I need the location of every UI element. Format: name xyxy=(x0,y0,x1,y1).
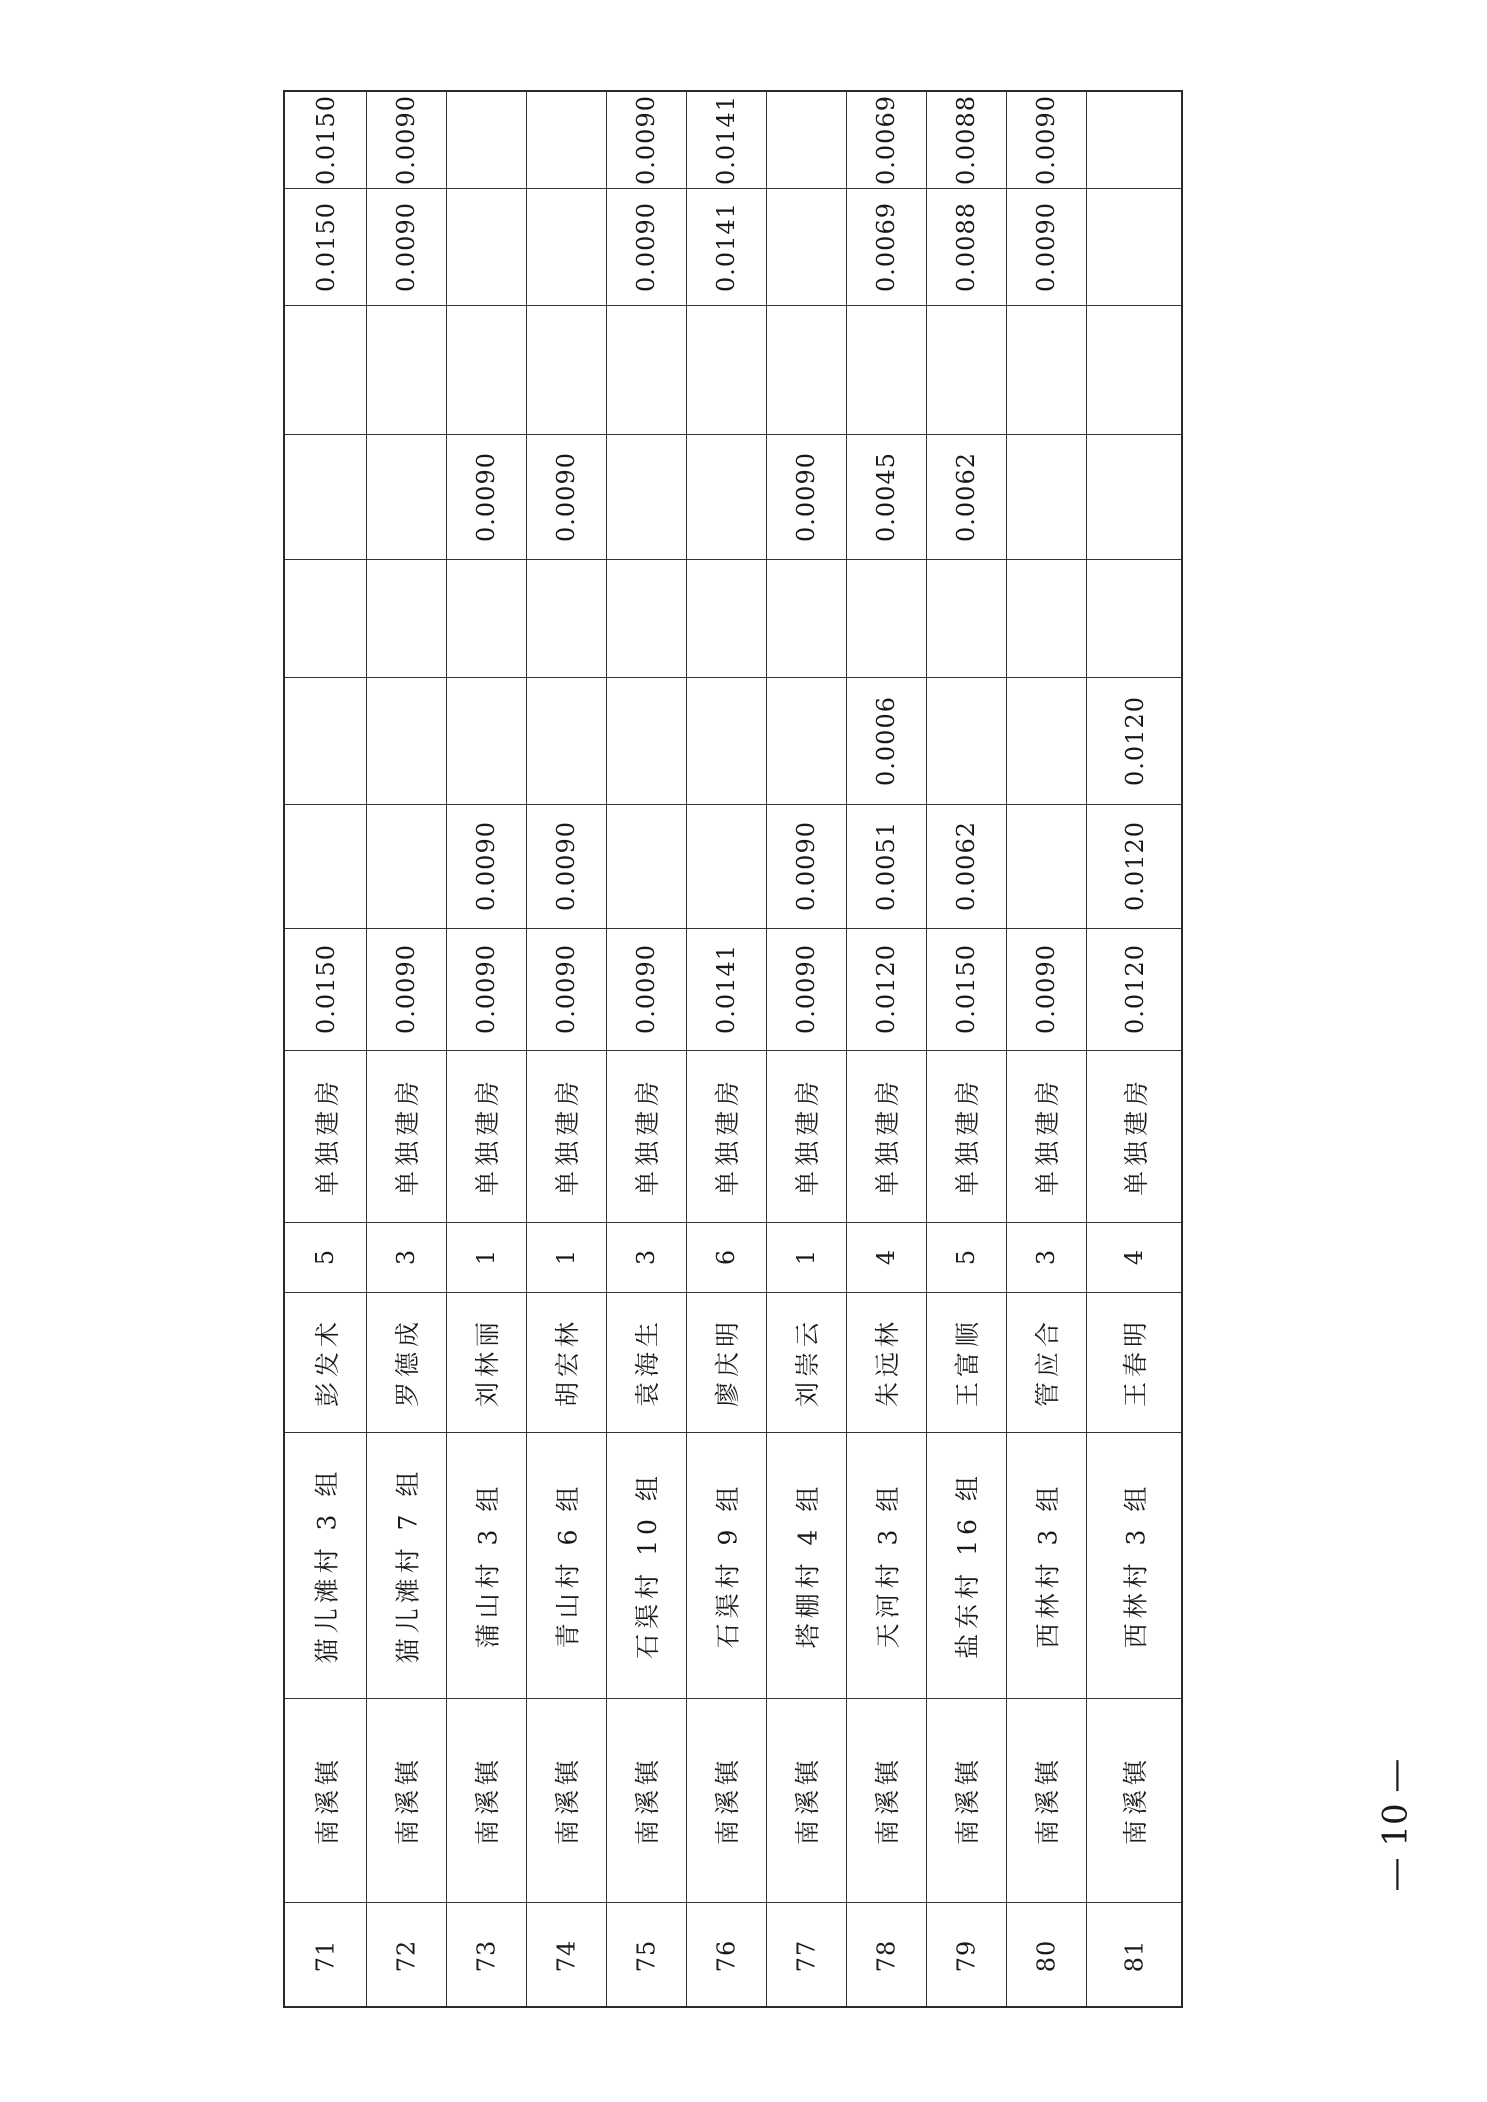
cell-area-4 xyxy=(1086,434,1183,559)
cell-township: 南溪镇 xyxy=(312,1754,342,1846)
cell-household-size: 3 xyxy=(632,1248,660,1266)
cell-serial: 74 xyxy=(551,1939,580,1973)
cell-household-name: 袁海生 xyxy=(633,1316,663,1408)
cell-household-size: 3 xyxy=(392,1248,420,1266)
cell-township: 南溪镇 xyxy=(1033,1754,1063,1846)
cell-area-total: 0.0090 xyxy=(1032,944,1061,1034)
cell-area-1: 0.0090 xyxy=(472,821,501,911)
cell-area-4: 0.0090 xyxy=(792,451,821,542)
cell-area-total: 0.0090 xyxy=(472,944,501,1034)
cell-area-5 xyxy=(366,305,446,434)
cell-area-1: 0.0120 xyxy=(1120,821,1149,911)
cell-area-1 xyxy=(606,804,686,928)
cell-serial: 77 xyxy=(791,1939,820,1973)
cell-village-group: 猫儿滩村 7 组 xyxy=(393,1466,422,1664)
cell-area-3 xyxy=(1006,559,1086,677)
cell-household-name: 王富顺 xyxy=(953,1316,983,1408)
cell-construction-type: 单独建房 xyxy=(633,1075,663,1197)
cell-village-group: 青山村 6 组 xyxy=(553,1481,582,1649)
cell-serial: 81 xyxy=(1120,1939,1149,1973)
cell-area-7 xyxy=(446,92,526,188)
cell-household-size: 5 xyxy=(311,1248,340,1266)
cell-serial: 72 xyxy=(391,1939,420,1973)
cell-area-2 xyxy=(285,677,366,804)
cell-construction-type: 单独建房 xyxy=(393,1075,423,1197)
cell-area-7: 0.0090 xyxy=(1032,95,1061,185)
cell-area-2 xyxy=(686,677,766,804)
cell-area-7: 0.0150 xyxy=(311,95,340,185)
cell-household-name: 刘崇云 xyxy=(793,1316,823,1408)
cell-village-group: 塔棚村 4 组 xyxy=(793,1481,822,1649)
cell-household-size: 1 xyxy=(472,1248,500,1266)
cell-serial: 75 xyxy=(631,1939,660,1973)
cell-village-group: 石渠村 9 组 xyxy=(713,1481,742,1649)
cell-area-3 xyxy=(686,559,766,677)
cell-construction-type: 单独建房 xyxy=(713,1075,743,1197)
cell-area-7: 0.0088 xyxy=(952,95,981,185)
cell-household-name: 彭发术 xyxy=(312,1316,342,1408)
cell-household-name: 管应合 xyxy=(1033,1316,1063,1408)
cell-construction-type: 单独建房 xyxy=(793,1075,823,1197)
cell-area-5 xyxy=(846,305,926,434)
cell-village-group: 石渠村 10 组 xyxy=(633,1471,662,1659)
cell-area-3 xyxy=(366,559,446,677)
cell-village-group: 蒲山村 3 组 xyxy=(473,1481,502,1649)
cell-area-1: 0.0090 xyxy=(792,821,821,911)
cell-area-3 xyxy=(606,559,686,677)
cell-area-7: 0.0090 xyxy=(392,95,421,185)
cell-area-3 xyxy=(1086,559,1183,677)
cell-township: 南溪镇 xyxy=(1121,1754,1151,1846)
cell-area-4: 0.0062 xyxy=(952,451,981,542)
cell-area-total: 0.0120 xyxy=(872,944,901,1034)
cell-household-size: 5 xyxy=(952,1248,980,1266)
cell-area-1: 0.0062 xyxy=(952,821,981,911)
cell-area-1: 0.0051 xyxy=(872,821,901,911)
cell-area-4 xyxy=(606,434,686,559)
cell-area-total: 0.0150 xyxy=(952,944,981,1034)
cell-area-total: 0.0090 xyxy=(392,944,421,1034)
cell-area-2 xyxy=(526,677,606,804)
cell-area-6: 0.0090 xyxy=(1032,201,1061,292)
cell-area-2 xyxy=(926,677,1006,804)
cell-serial: 78 xyxy=(871,1939,900,1973)
cell-area-2 xyxy=(366,677,446,804)
cell-township: 南溪镇 xyxy=(793,1754,823,1846)
cell-village-group: 猫儿滩村 3 组 xyxy=(312,1466,342,1664)
cell-household-name: 罗德成 xyxy=(393,1316,423,1408)
cell-area-4: 0.0045 xyxy=(872,451,901,542)
cell-serial: 73 xyxy=(471,1939,500,1973)
cell-area-6 xyxy=(446,188,526,305)
cell-township: 南溪镇 xyxy=(633,1754,663,1846)
cell-area-1 xyxy=(285,804,366,928)
cell-household-size: 1 xyxy=(552,1248,580,1266)
cell-township: 南溪镇 xyxy=(873,1754,903,1846)
cell-area-2: 0.0006 xyxy=(872,695,901,786)
cell-area-6: 0.0090 xyxy=(632,201,661,292)
cell-household-size: 3 xyxy=(1032,1248,1060,1266)
cell-area-4 xyxy=(1006,434,1086,559)
cell-area-1 xyxy=(366,804,446,928)
cell-serial: 79 xyxy=(951,1939,980,1973)
cell-township: 南溪镇 xyxy=(473,1754,503,1846)
cell-area-7: 0.0090 xyxy=(632,95,661,185)
cell-area-6 xyxy=(526,188,606,305)
cell-household-size: 4 xyxy=(872,1248,900,1266)
cell-area-2 xyxy=(1006,677,1086,804)
cell-area-1 xyxy=(686,804,766,928)
cell-household-size: 4 xyxy=(1120,1248,1149,1266)
cell-area-2 xyxy=(766,677,846,804)
cell-area-4 xyxy=(686,434,766,559)
cell-area-4: 0.0090 xyxy=(472,451,501,542)
cell-area-5 xyxy=(526,305,606,434)
cell-area-6: 0.0090 xyxy=(392,201,421,292)
cell-area-5 xyxy=(446,305,526,434)
cell-area-7: 0.0069 xyxy=(872,95,901,185)
page-number: — 10 — xyxy=(1375,1758,1416,1892)
cell-area-6: 0.0088 xyxy=(952,201,981,292)
cell-township: 南溪镇 xyxy=(713,1754,743,1846)
cell-construction-type: 单独建房 xyxy=(553,1075,583,1197)
cell-area-6 xyxy=(1086,188,1183,305)
cell-area-3 xyxy=(446,559,526,677)
cell-area-2 xyxy=(606,677,686,804)
cell-household-size: 6 xyxy=(712,1248,740,1266)
cell-area-4 xyxy=(366,434,446,559)
cell-area-1: 0.0090 xyxy=(552,821,581,911)
cell-area-5 xyxy=(926,305,1006,434)
cell-area-1 xyxy=(1006,804,1086,928)
cell-construction-type: 单独建房 xyxy=(873,1075,903,1197)
cell-area-5 xyxy=(606,305,686,434)
cell-area-7 xyxy=(1086,92,1183,188)
cell-construction-type: 单独建房 xyxy=(953,1075,983,1197)
cell-area-2: 0.0120 xyxy=(1120,695,1149,786)
cell-township: 南溪镇 xyxy=(553,1754,583,1846)
cell-construction-type: 单独建房 xyxy=(1033,1075,1063,1197)
cell-household-name: 刘林丽 xyxy=(473,1316,503,1408)
cell-construction-type: 单独建房 xyxy=(473,1075,503,1197)
cell-household-name: 王春明 xyxy=(1121,1316,1151,1408)
cell-area-5 xyxy=(1006,305,1086,434)
cell-area-4 xyxy=(285,434,366,559)
cell-area-total: 0.0150 xyxy=(311,944,340,1034)
cell-household-name: 胡宏林 xyxy=(553,1316,583,1408)
cell-area-total: 0.0120 xyxy=(1120,944,1149,1034)
cell-serial: 80 xyxy=(1031,1939,1060,1973)
cell-household-size: 1 xyxy=(792,1248,820,1266)
cell-area-total: 0.0090 xyxy=(792,944,821,1034)
cell-area-3 xyxy=(766,559,846,677)
cell-area-2 xyxy=(446,677,526,804)
cell-area-4: 0.0090 xyxy=(552,451,581,542)
cell-area-6 xyxy=(766,188,846,305)
cell-area-5 xyxy=(285,305,366,434)
cell-village-group: 西林村 3 组 xyxy=(1033,1481,1062,1649)
cell-area-5 xyxy=(766,305,846,434)
cell-serial: 71 xyxy=(311,1939,340,1973)
cell-village-group: 天河村 3 组 xyxy=(873,1481,902,1649)
cell-area-5 xyxy=(686,305,766,434)
cell-village-group: 盐东村 16 组 xyxy=(953,1471,982,1659)
cell-area-6: 0.0141 xyxy=(712,201,741,292)
cell-area-3 xyxy=(846,559,926,677)
cell-area-total: 0.0090 xyxy=(632,944,661,1034)
land-use-table xyxy=(283,90,1183,2008)
cell-area-7 xyxy=(766,92,846,188)
cell-village-group: 西林村 3 组 xyxy=(1121,1481,1151,1649)
cell-township: 南溪镇 xyxy=(953,1754,983,1846)
cell-township: 南溪镇 xyxy=(393,1754,423,1846)
cell-area-total: 0.0090 xyxy=(552,944,581,1034)
cell-area-7: 0.0141 xyxy=(712,95,741,185)
cell-household-name: 朱远林 xyxy=(873,1316,903,1408)
cell-area-3 xyxy=(926,559,1006,677)
cell-construction-type: 单独建房 xyxy=(312,1075,342,1197)
cell-area-3 xyxy=(526,559,606,677)
cell-serial: 76 xyxy=(711,1939,740,1973)
cell-construction-type: 单独建房 xyxy=(1121,1075,1151,1197)
cell-area-total: 0.0141 xyxy=(712,944,741,1034)
cell-area-6: 0.0069 xyxy=(872,201,901,292)
cell-area-5 xyxy=(1086,305,1183,434)
cell-area-7 xyxy=(526,92,606,188)
cell-area-3 xyxy=(285,559,366,677)
cell-household-name: 廖庆明 xyxy=(713,1316,743,1408)
cell-area-6: 0.0150 xyxy=(311,201,340,292)
